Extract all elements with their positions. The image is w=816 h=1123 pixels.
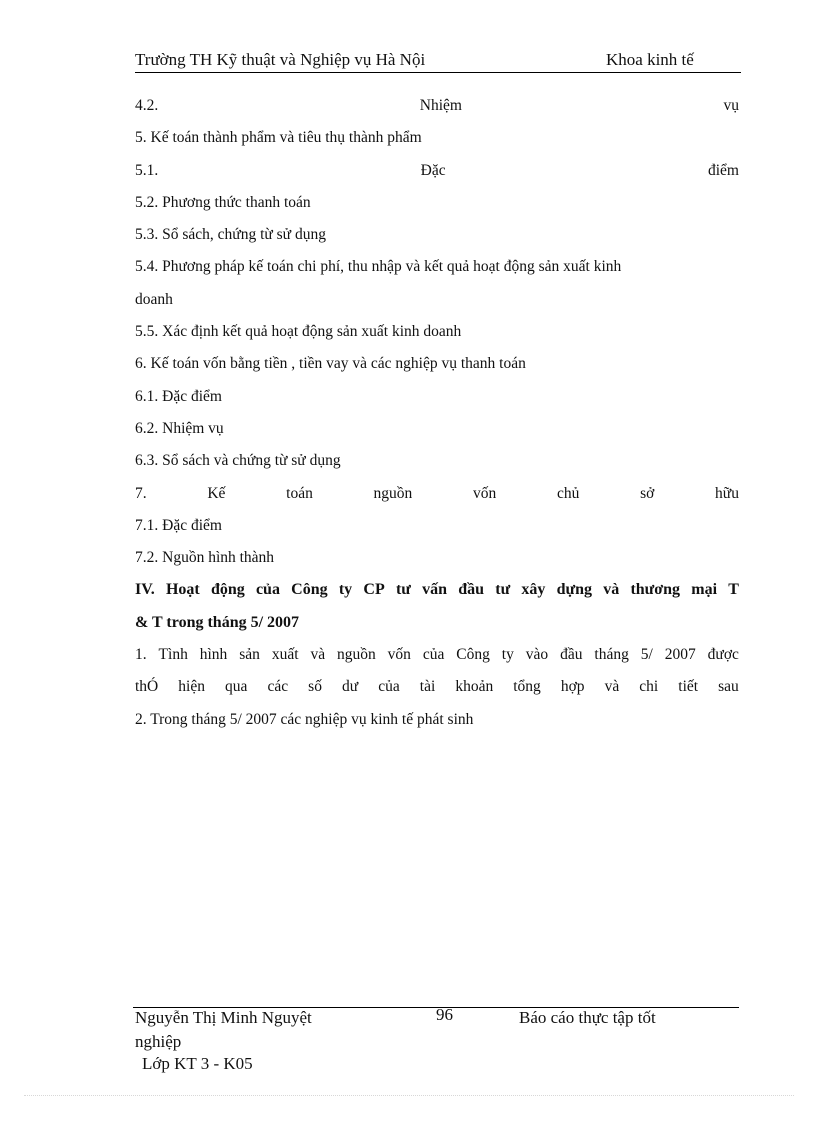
header-faculty: Khoa kinh tế <box>606 50 694 69</box>
text-line: 6.1. Đặc điểm <box>135 387 222 405</box>
text-line: 5.2. Phương thức thanh toán <box>135 193 311 211</box>
text-line: 5.5. Xác định kết quả hoạt động sản xuất kinh doanh <box>135 323 462 341</box>
text-word: đầu <box>560 646 583 664</box>
footer-class: Lớp KT 3 - K05 <box>142 1054 253 1073</box>
text-word: của <box>422 646 445 664</box>
text-word: tiết <box>678 678 699 696</box>
text-line: 6.2. Nhiệm vụ <box>135 419 224 437</box>
text-word: toán <box>286 484 313 502</box>
page-number: 96 <box>436 1005 453 1024</box>
text-word: sau <box>718 678 739 696</box>
text-line <box>135 478 739 510</box>
text-word: Công <box>291 581 328 599</box>
text-word: Kế <box>207 484 226 502</box>
text-word: 7. <box>135 484 147 502</box>
text-word: hợp <box>560 678 585 696</box>
text-word: được <box>707 646 739 664</box>
text-word: thÓ <box>135 678 159 696</box>
text-word: 5.1. <box>135 161 159 179</box>
text-word: dựng <box>556 581 593 599</box>
text-line: & T trong tháng 5/ 2007 <box>135 613 300 631</box>
text-word: vấn <box>422 581 447 599</box>
text-line <box>135 90 739 122</box>
text-word: sản <box>239 646 260 664</box>
text-line: doanh <box>135 290 173 308</box>
footer-report-title-cont: nghiệp <box>135 1032 182 1051</box>
text-word: sở <box>640 484 655 502</box>
text-word: Nhiệm <box>419 97 462 114</box>
text-line: 5.3. Sổ sách, chứng từ sử dụng <box>135 226 326 244</box>
text-line: 5.4. Phương pháp kế toán chi phí, thu nhập và kết quả hoạt động sản xuất kinh <box>135 258 622 276</box>
text-word: tổng <box>513 678 541 696</box>
text-word: ty <box>338 581 353 599</box>
text-word: qua <box>225 678 248 696</box>
footer-report-title: Báo cáo thực tập tốt <box>519 1008 656 1027</box>
text-word: số <box>308 678 322 696</box>
text-line: 7.1. Đặc điểm <box>135 516 222 534</box>
text-line: 6. Kế toán vốn bằng tiền , tiền vay và các nghiệp vụ thanh toán <box>135 355 526 373</box>
text-word: tháng <box>594 646 629 664</box>
text-word: mại <box>691 581 718 599</box>
text-word: Công <box>456 646 490 664</box>
text-word: các <box>267 678 289 696</box>
text-word: và <box>604 678 620 696</box>
text-word: CP <box>363 581 385 599</box>
text-word: tư <box>395 581 411 599</box>
text-word: tư <box>495 581 511 599</box>
text-word: vụ <box>723 97 739 114</box>
text-line: 2. Trong tháng 5/ 2007 các nghiệp vụ kinh tế phát sinh <box>135 710 474 728</box>
text-word: vào <box>525 646 549 664</box>
text-line <box>135 639 739 671</box>
text-line <box>135 155 739 187</box>
text-word: điểm <box>707 161 739 179</box>
text-word: 1. <box>135 646 147 664</box>
text-line: 5. Kế toán thành phẩm và tiêu thụ thành phẩm <box>135 129 422 147</box>
text-word: nguồn <box>337 646 376 664</box>
text-word: dư <box>342 678 359 696</box>
text-word: 5/ <box>640 646 653 664</box>
text-word: nguồn <box>373 484 413 502</box>
text-word: xây <box>521 581 546 599</box>
text-word: của <box>378 678 400 696</box>
text-line: 7.2. Nguồn hình thành <box>135 549 275 567</box>
text-word: đầu <box>458 581 485 599</box>
document-body <box>135 90 739 736</box>
text-word: chi <box>639 678 659 696</box>
text-word: chủ <box>556 484 580 502</box>
text-word: vốn <box>387 646 411 664</box>
text-word: tài <box>419 678 436 696</box>
text-line: 6.3. Sổ sách và chứng từ sử dụng <box>135 452 341 470</box>
text-word: IV. <box>135 581 155 599</box>
text-word: vốn <box>473 484 497 502</box>
text-word: Hoạt <box>165 581 200 599</box>
text-word: Tình <box>158 646 188 664</box>
page-edge-divider <box>24 1095 794 1096</box>
text-word: hữu <box>715 484 739 502</box>
header-school: Trường TH Kỹ thuật và Nghiệp vụ Hà Nội <box>135 50 426 69</box>
text-word: 4.2. <box>135 97 159 114</box>
text-word: và <box>310 646 326 664</box>
text-line <box>135 671 739 703</box>
text-word: hiện <box>178 678 205 696</box>
text-word: động <box>210 581 245 599</box>
text-word: Đặc <box>420 161 446 179</box>
text-word: thương <box>630 581 681 599</box>
text-word: T <box>728 581 739 599</box>
footer-author: Nguyễn Thị Minh Nguyệt <box>135 1008 312 1027</box>
text-word: và <box>603 581 620 599</box>
text-word: khoản <box>455 678 494 696</box>
text-word: xuất <box>271 646 299 664</box>
text-word: hình <box>199 646 228 664</box>
text-word: ty <box>501 646 514 664</box>
page-header <box>135 50 741 73</box>
text-line <box>135 574 739 606</box>
text-word: 2007 <box>664 646 696 664</box>
text-word: của <box>255 581 280 599</box>
